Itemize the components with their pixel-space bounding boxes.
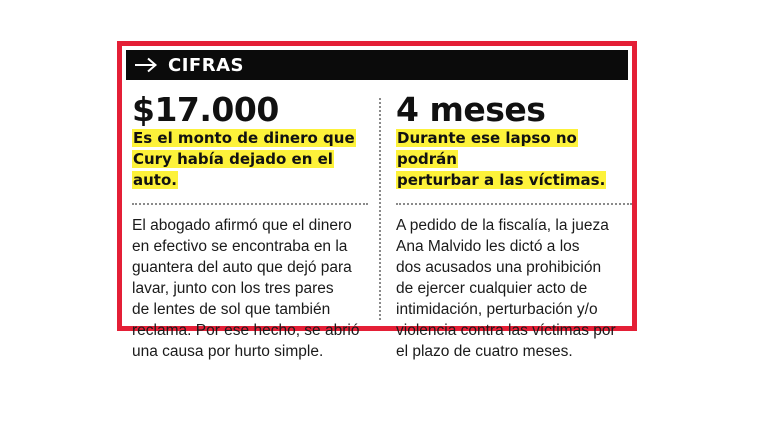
- body-line: reclama. Por ese hecho, se abrió: [132, 322, 360, 339]
- arrow-right-icon: [134, 55, 160, 75]
- big-value: 4 meses: [396, 90, 546, 129]
- big-value: $17.000: [132, 90, 279, 129]
- highlight-caption: [396, 128, 634, 191]
- cifras-card: [117, 41, 637, 360]
- body-line: de lentes de sol que también: [132, 301, 331, 318]
- body-line: A pedido de la fiscalía, la jueza: [396, 217, 609, 234]
- body-line: dos acusados una prohibición: [396, 259, 602, 276]
- header-title: CIFRAS: [168, 54, 244, 76]
- column-right: [396, 92, 634, 362]
- body-line: guantera del auto que dejó para: [132, 259, 352, 276]
- highlight-line: Durante ese lapso no podrán: [397, 129, 577, 168]
- body-line: El abogado afirmó que el dinero: [132, 217, 352, 234]
- header-bar: [126, 50, 628, 80]
- body-line: en efectivo se encontraba en la: [132, 238, 348, 255]
- body-line: una causa por hurto simple.: [132, 343, 324, 360]
- body-line: violencia contra las víctimas por: [396, 322, 616, 339]
- section-rule: [396, 203, 632, 205]
- body-line: de ejercer cualquier acto de: [396, 280, 588, 297]
- body-line: el plazo de cuatro meses.: [396, 343, 573, 360]
- column-divider: [379, 98, 381, 320]
- highlight-line: perturbar a las víctimas.: [397, 171, 606, 189]
- body-line: Ana Malvido les dictó a los: [396, 238, 580, 255]
- highlight-line: Cury había dejado en el auto.: [133, 150, 333, 189]
- body-text: [396, 215, 634, 362]
- body-text: [132, 215, 370, 362]
- body-line: lavar, junto con los tres pares: [132, 280, 334, 297]
- highlight-caption: [132, 128, 370, 191]
- column-left: [132, 92, 370, 362]
- section-rule: [132, 203, 368, 205]
- body-line: intimidación, perturbación y/o: [396, 301, 598, 318]
- highlight-line: Es el monto de dinero que: [133, 129, 355, 147]
